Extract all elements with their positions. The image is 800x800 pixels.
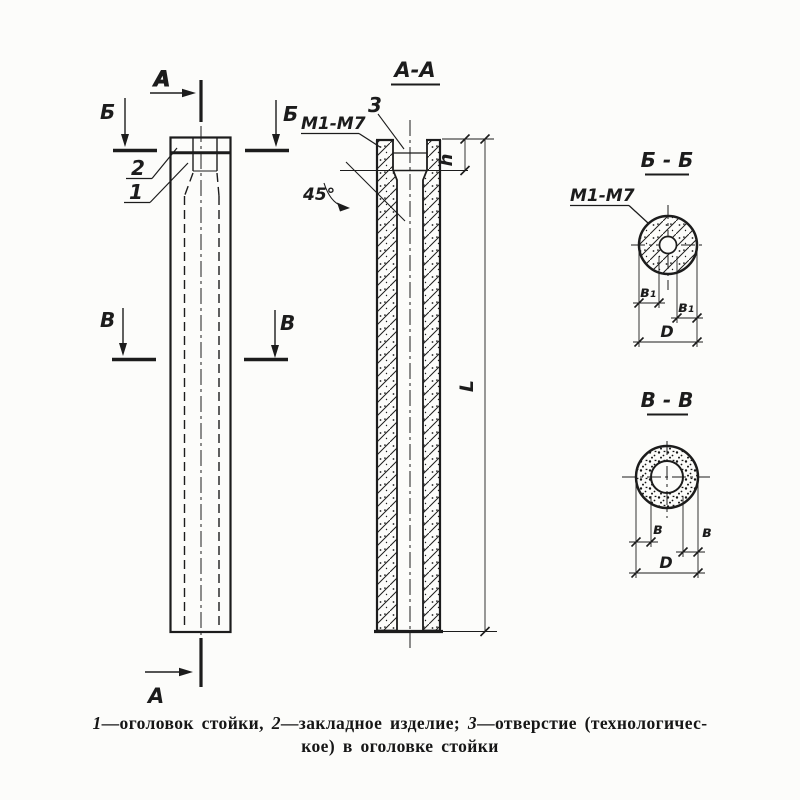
angle-45-label: 45° (303, 185, 336, 205)
dim-l-label: L (456, 379, 478, 393)
vv-dim-b-right: в (702, 523, 712, 541)
bb-dim-d: D (660, 322, 674, 341)
caption-text-3: —отверстие (технологичес- (477, 713, 708, 733)
figure-caption (0, 712, 800, 758)
vv-dim-d: D (659, 553, 673, 572)
section-b-b-title: Б - Б (640, 148, 694, 172)
cut-v-right-label: В (280, 311, 296, 335)
section-a-a (301, 58, 497, 648)
cut-a-top-label: А (154, 67, 171, 91)
embed-label-aa: М1-М7 (301, 114, 366, 134)
caption-num-1: 1 (92, 713, 102, 733)
cut-b-left-label: Б (100, 100, 116, 124)
embed-label-bb: М1-М7 (570, 186, 635, 206)
caption-num-3: 3 (467, 713, 478, 733)
left-wall-hatch (377, 140, 397, 631)
dim-h-label: h (436, 153, 457, 167)
embed-leader-bb (570, 206, 648, 224)
callout-2-label: 2 (131, 156, 145, 180)
front-view (100, 67, 298, 708)
bb-dim-b1-left: в₁ (640, 283, 657, 301)
bb-dim-b1-right: в₁ (678, 298, 695, 316)
section-v-v-title: В - В (640, 388, 694, 412)
section-v-v (622, 388, 712, 578)
hidden-cavity-lines (185, 173, 220, 629)
cut-b-right-label: Б (283, 102, 299, 126)
callout-3-label: 3 (368, 93, 382, 117)
caption-text-1: —оголовок стойки, (101, 713, 272, 733)
bb-center-hole (660, 237, 677, 254)
caption-num-2: 2 (271, 713, 281, 733)
caption-line-2: кое) в оголовке стойки (301, 736, 499, 757)
callout-1-label: 1 (129, 180, 143, 204)
right-wall-hatch (423, 140, 440, 631)
cut-v-left-label: В (100, 308, 116, 332)
embed-leader-aa (301, 134, 380, 148)
caption-line-1 (0, 712, 800, 735)
caption-text-2: —закладное изделие; (280, 713, 468, 733)
section-a-a-title: А-А (394, 58, 436, 82)
cut-v-marks (112, 308, 288, 360)
cut-a-bottom-arrow (145, 668, 193, 677)
section-b-b (570, 148, 704, 347)
vv-dim-b-left: в (653, 520, 663, 538)
cut-a-bottom-label: А (148, 684, 165, 708)
